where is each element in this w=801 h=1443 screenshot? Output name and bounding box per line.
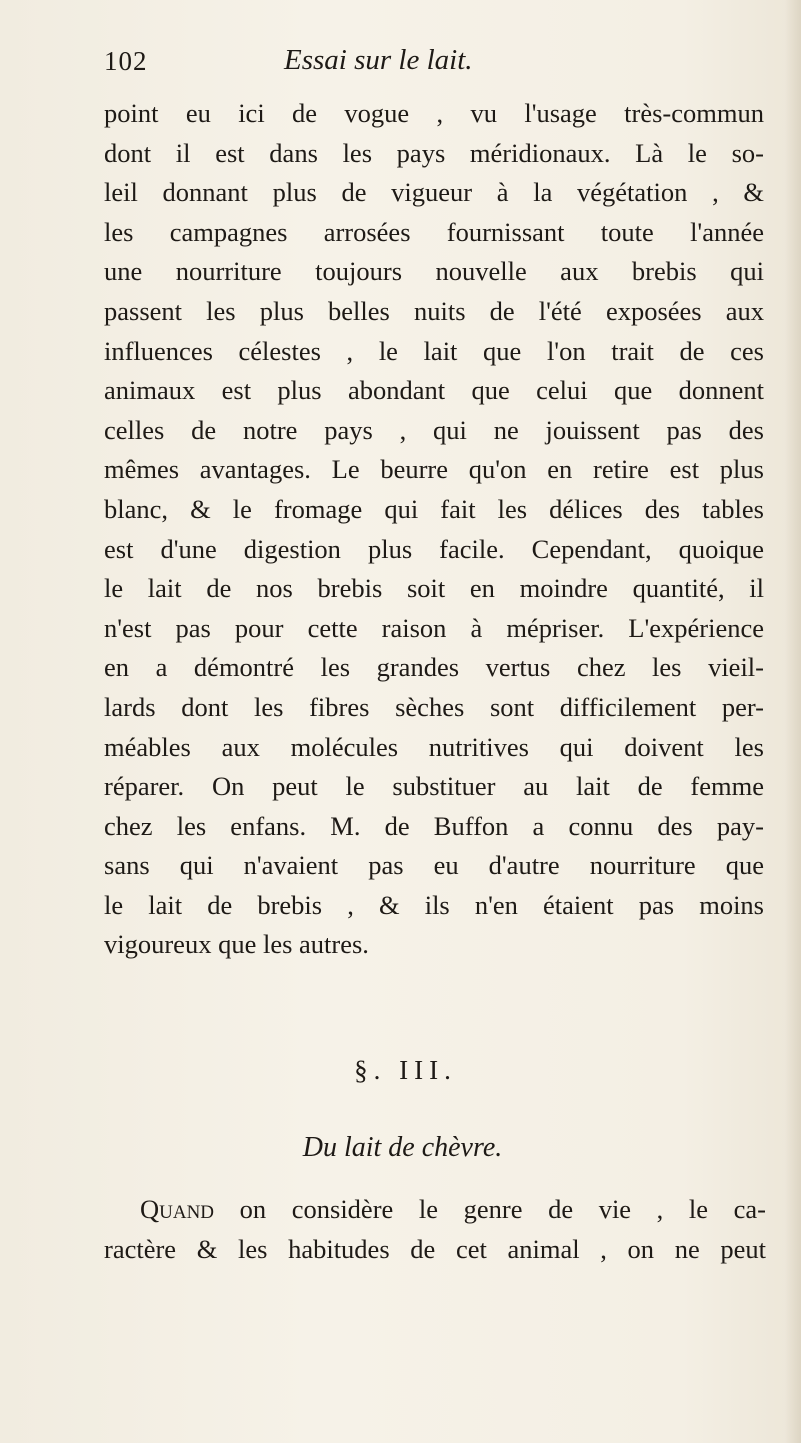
- text-line: point eu ici de vogue , vu l'usage très-commun: [104, 98, 764, 128]
- drop-word: Quand: [140, 1194, 215, 1224]
- first-line-text: on considère le genre de vie , le ca-: [239, 1194, 766, 1224]
- page-edge-shadow: [785, 0, 801, 1443]
- section-number: §. III.: [354, 1055, 457, 1085]
- text-line: leil donnant plus de vigueur à la végétation , &: [104, 177, 764, 208]
- page-number: 102: [104, 46, 148, 76]
- text-line: ractère & les habitudes de cet animal , on ne peut: [104, 1233, 766, 1264]
- text-line-first: [104, 1190, 766, 1230]
- section-title: Du lait de chèvre.: [302, 1132, 503, 1163]
- text-line: animaux est plus abondant que celui que donnent: [104, 375, 764, 406]
- text-line: mêmes avantages. Le beurre qu'on en retire est plus: [104, 454, 764, 485]
- text-line: le lait de brebis , & ils n'en étaient pas moins: [104, 889, 764, 920]
- text-line: dont il est dans les pays méridionaux. Là le so-: [104, 137, 764, 168]
- page-header: [104, 46, 764, 86]
- running-title: Essai sur le lait.: [284, 44, 473, 76]
- paragraph-2: [104, 1190, 766, 1269]
- paragraph-1: [104, 94, 764, 965]
- text-line: influences célestes , le lait que l'on trait de ces: [104, 335, 764, 366]
- text-line: est d'une digestion plus facile. Cependant, quoique: [104, 533, 764, 564]
- text-line: réparer. On peut le substituer au lait de femme: [104, 771, 764, 802]
- text-line: méables aux molécules nutritives qui doivent les: [104, 731, 764, 762]
- text-line: chez les enfans. M. de Buffon a connu des pay-: [104, 810, 764, 841]
- text-line: le lait de nos brebis soit en moindre quantité, il: [104, 573, 764, 604]
- text-line: n'est pas pour cette raison à mépriser. L'expérience: [104, 612, 764, 643]
- text-line: lards dont les fibres sèches sont difficilement per-: [104, 691, 764, 722]
- text-line: celles de notre pays , qui ne jouissent pas des: [104, 414, 764, 445]
- text-line: en a démontré les grandes vertus chez les vieil-: [104, 652, 764, 683]
- text-line: blanc, & le fromage qui fait les délices des tables: [104, 493, 764, 524]
- text-line: sans qui n'avaient pas eu d'autre nourriture que: [104, 850, 764, 881]
- text-line: une nourriture toujours nouvelle aux brebis qui: [104, 256, 764, 287]
- text-line: vigoureux que les autres.: [104, 929, 369, 960]
- text-line: passent les plus belles nuits de l'été exposées aux: [104, 295, 764, 326]
- text-line: les campagnes arrosées fournissant toute l'année: [104, 216, 764, 247]
